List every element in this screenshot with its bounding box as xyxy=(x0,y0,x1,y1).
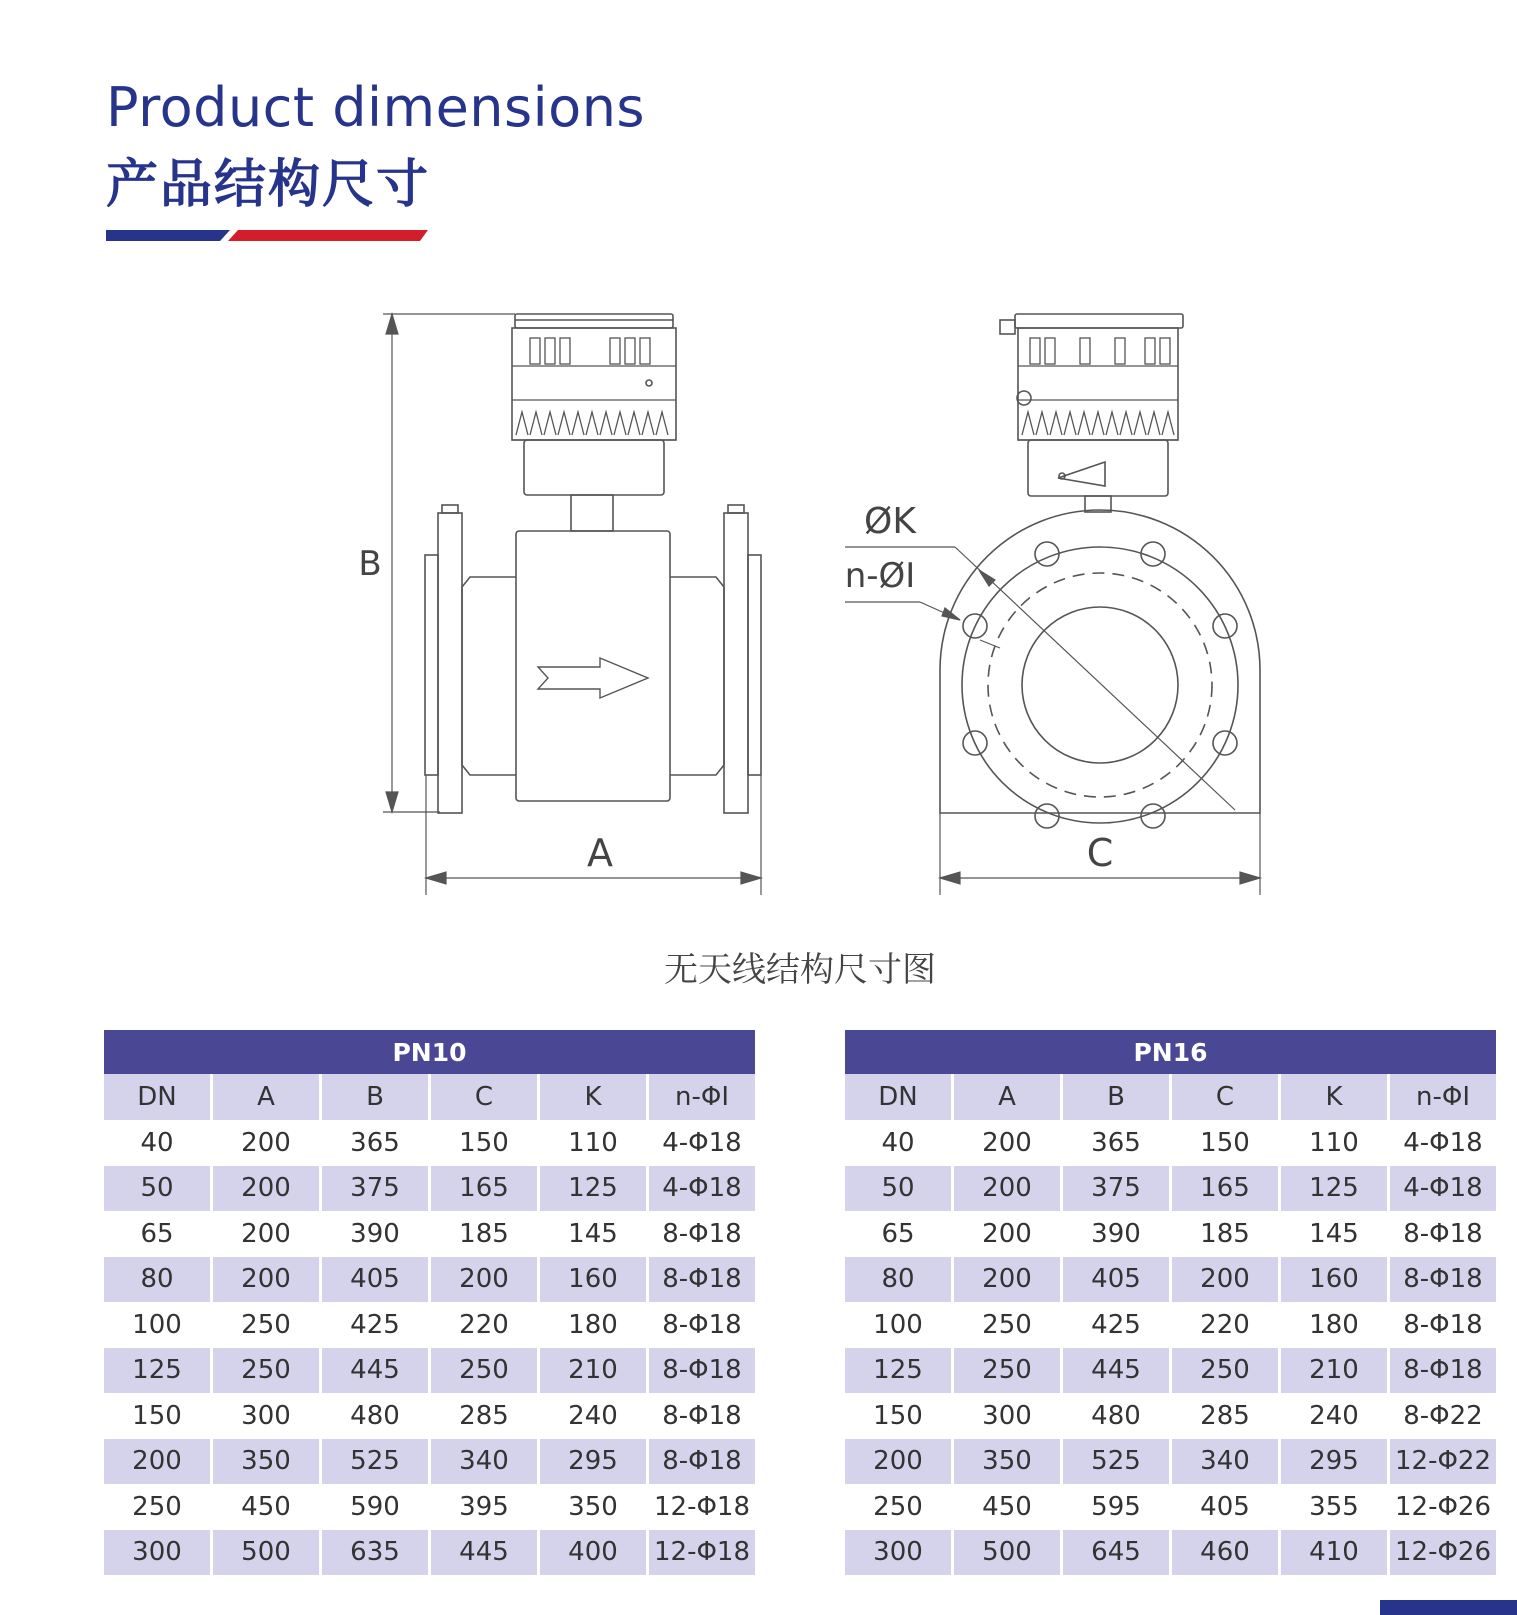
table-row xyxy=(845,1530,1496,1576)
label-c: C xyxy=(1086,831,1114,875)
column-header: C xyxy=(1172,1074,1278,1120)
table-cell: 425 xyxy=(1091,1309,1141,1340)
table-cell: 80 xyxy=(104,1257,210,1303)
table-cell: 125 xyxy=(540,1166,646,1212)
table-cell: 355 xyxy=(1309,1491,1359,1522)
table-cell: 12-Φ18 xyxy=(649,1530,755,1576)
table-cell: 425 xyxy=(350,1309,400,1340)
table-cell: 65 xyxy=(881,1218,915,1249)
title-underline-red xyxy=(228,230,428,241)
table-cell: 250 xyxy=(132,1491,182,1522)
table-cell: 525 xyxy=(322,1439,428,1485)
dimension-drawing xyxy=(0,290,1517,930)
table-cell: 125 xyxy=(845,1348,951,1394)
column-header: K xyxy=(540,1074,646,1120)
column-header: B xyxy=(1063,1074,1169,1120)
table-cell: 300 xyxy=(104,1530,210,1576)
table-cell: 210 xyxy=(540,1348,646,1394)
table-cell: 200 xyxy=(104,1439,210,1485)
table-cell: 450 xyxy=(982,1491,1032,1522)
table-cell: 4-Φ18 xyxy=(1403,1127,1483,1158)
table-cell: 150 xyxy=(1200,1127,1250,1158)
table-row xyxy=(845,1211,1496,1257)
table-cell: 110 xyxy=(568,1127,618,1158)
table-cell: 365 xyxy=(1091,1127,1141,1158)
table-cell: 8-Φ22 xyxy=(1403,1400,1483,1431)
converter-head-side xyxy=(1000,314,1183,512)
page-title-cn: 产品结构尺寸 xyxy=(106,155,431,215)
table-title: PN16 xyxy=(845,1030,1496,1074)
table-cell: 480 xyxy=(350,1400,400,1431)
table-row xyxy=(845,1120,1496,1166)
column-header: n-ΦI xyxy=(649,1074,755,1120)
flange-side xyxy=(940,510,1260,828)
table-cell: 350 xyxy=(954,1439,1060,1485)
table-row xyxy=(104,1439,755,1485)
column-header: n-ΦI xyxy=(1390,1074,1496,1120)
table-cell: 450 xyxy=(241,1491,291,1522)
spec-table-pn16 xyxy=(842,1030,1499,1575)
corner-tab xyxy=(1380,1600,1517,1615)
table-cell: 4-Φ18 xyxy=(1390,1166,1496,1212)
table-cell: 200 xyxy=(982,1218,1032,1249)
table-cell: 340 xyxy=(1172,1439,1278,1485)
table-cell: 220 xyxy=(459,1309,509,1340)
table-cell: 40 xyxy=(881,1127,915,1158)
table-cell: 300 xyxy=(845,1530,951,1576)
table-cell: 65 xyxy=(140,1218,174,1249)
table-cell: 200 xyxy=(1172,1257,1278,1303)
table-cell: 145 xyxy=(1309,1218,1359,1249)
table-row xyxy=(104,1120,755,1166)
table-cell: 350 xyxy=(213,1439,319,1485)
table-cell: 390 xyxy=(1091,1218,1141,1249)
column-header: B xyxy=(322,1074,428,1120)
table-cell: 240 xyxy=(568,1400,618,1431)
table-cell: 110 xyxy=(1309,1127,1359,1158)
table-cell: 150 xyxy=(873,1400,923,1431)
table-cell: 635 xyxy=(322,1530,428,1576)
column-header: DN xyxy=(845,1074,951,1120)
table-cell: 300 xyxy=(982,1400,1032,1431)
table-cell: 145 xyxy=(568,1218,618,1249)
table-cell: 500 xyxy=(213,1530,319,1576)
column-header: A xyxy=(213,1074,319,1120)
table-cell: 150 xyxy=(132,1400,182,1431)
table-row xyxy=(845,1348,1496,1394)
table-cell: 250 xyxy=(431,1348,537,1394)
table-cell: 400 xyxy=(540,1530,646,1576)
table-cell: 200 xyxy=(954,1257,1060,1303)
label-b: B xyxy=(358,544,382,584)
table-cell: 80 xyxy=(845,1257,951,1303)
table-cell: 180 xyxy=(1309,1309,1359,1340)
table-row xyxy=(104,1302,755,1348)
label-ni: n-ØI xyxy=(844,556,916,596)
table-cell: 200 xyxy=(213,1257,319,1303)
table-cell: 285 xyxy=(459,1400,509,1431)
table-cell: 295 xyxy=(1281,1439,1387,1485)
table-cell: 595 xyxy=(1091,1491,1141,1522)
table-cell: 445 xyxy=(322,1348,428,1394)
table-cell: 165 xyxy=(431,1166,537,1212)
table-cell: 12-Φ26 xyxy=(1394,1491,1491,1522)
table-cell: 8-Φ18 xyxy=(1403,1218,1483,1249)
table-cell: 390 xyxy=(350,1218,400,1249)
table-cell: 200 xyxy=(431,1257,537,1303)
table-cell: 50 xyxy=(104,1166,210,1212)
table-cell: 8-Φ18 xyxy=(1390,1257,1496,1303)
table-cell: 375 xyxy=(322,1166,428,1212)
table-cell: 200 xyxy=(241,1218,291,1249)
side-view xyxy=(845,314,1260,895)
table-cell: 480 xyxy=(1091,1400,1141,1431)
table-cell: 100 xyxy=(873,1309,923,1340)
table-cell: 12-Φ26 xyxy=(1390,1530,1496,1576)
column-header: C xyxy=(431,1074,537,1120)
meter-body-front xyxy=(425,505,761,813)
table-cell: 125 xyxy=(1281,1166,1387,1212)
table-cell: 240 xyxy=(1309,1400,1359,1431)
table-cell: 405 xyxy=(322,1257,428,1303)
table-cell: 300 xyxy=(241,1400,291,1431)
table-cell: 445 xyxy=(431,1530,537,1576)
spec-table-pn10 xyxy=(101,1030,758,1575)
table-cell: 295 xyxy=(540,1439,646,1485)
table-cell: 180 xyxy=(568,1309,618,1340)
table-cell: 4-Φ18 xyxy=(662,1127,742,1158)
label-k: ØK xyxy=(864,501,916,542)
table-cell: 4-Φ18 xyxy=(649,1166,755,1212)
column-header: A xyxy=(954,1074,1060,1120)
table-cell: 8-Φ18 xyxy=(662,1218,742,1249)
table-cell: 445 xyxy=(1063,1348,1169,1394)
table-cell: 12-Φ18 xyxy=(653,1491,750,1522)
column-header: DN xyxy=(104,1074,210,1120)
table-row xyxy=(104,1530,755,1576)
table-cell: 525 xyxy=(1063,1439,1169,1485)
flow-arrow-icon xyxy=(538,658,648,698)
table-cell: 8-Φ18 xyxy=(1390,1348,1496,1394)
table-cell: 460 xyxy=(1172,1530,1278,1576)
table-cell: 250 xyxy=(241,1309,291,1340)
label-a: A xyxy=(587,831,613,875)
table-cell: 8-Φ18 xyxy=(662,1309,742,1340)
table-row xyxy=(104,1257,755,1303)
table-cell: 50 xyxy=(845,1166,951,1212)
table-cell: 8-Φ18 xyxy=(649,1348,755,1394)
table-cell: 250 xyxy=(1172,1348,1278,1394)
table-row xyxy=(845,1302,1496,1348)
converter-head-front xyxy=(512,314,676,531)
table-cell: 375 xyxy=(1063,1166,1169,1212)
table-cell: 200 xyxy=(241,1127,291,1158)
table-cell: 365 xyxy=(350,1127,400,1158)
table-cell: 40 xyxy=(140,1127,174,1158)
table-row xyxy=(104,1484,755,1530)
title-underline-blue xyxy=(106,230,230,241)
page-title-en: Product dimensions xyxy=(106,76,646,139)
table-cell: 405 xyxy=(1063,1257,1169,1303)
table-cell: 250 xyxy=(873,1491,923,1522)
dimension-b xyxy=(383,314,515,812)
table-cell: 405 xyxy=(1200,1491,1250,1522)
table-cell: 185 xyxy=(1200,1218,1250,1249)
drawing-caption: 无天线结构尺寸图 xyxy=(664,950,936,990)
table-row xyxy=(845,1257,1496,1303)
table-row xyxy=(845,1484,1496,1530)
table-cell: 350 xyxy=(568,1491,618,1522)
table-row xyxy=(845,1393,1496,1439)
table-cell: 200 xyxy=(954,1166,1060,1212)
table-cell: 150 xyxy=(459,1127,509,1158)
table-cell: 500 xyxy=(954,1530,1060,1576)
table-cell: 160 xyxy=(1281,1257,1387,1303)
table-cell: 250 xyxy=(954,1348,1060,1394)
table-cell: 285 xyxy=(1200,1400,1250,1431)
table-cell: 12-Φ22 xyxy=(1390,1439,1496,1485)
table-cell: 8-Φ18 xyxy=(649,1257,755,1303)
table-cell: 8-Φ18 xyxy=(662,1400,742,1431)
table-cell: 410 xyxy=(1281,1530,1387,1576)
table-cell: 200 xyxy=(982,1127,1032,1158)
table-title: PN10 xyxy=(104,1030,755,1074)
table-row xyxy=(104,1348,755,1394)
table-cell: 125 xyxy=(104,1348,210,1394)
table-cell: 220 xyxy=(1200,1309,1250,1340)
table-cell: 160 xyxy=(540,1257,646,1303)
table-row xyxy=(104,1166,755,1212)
table-row xyxy=(104,1393,755,1439)
table-cell: 100 xyxy=(132,1309,182,1340)
table-cell: 340 xyxy=(431,1439,537,1485)
table-cell: 165 xyxy=(1172,1166,1278,1212)
table-cell: 8-Φ18 xyxy=(1403,1309,1483,1340)
table-cell: 200 xyxy=(845,1439,951,1485)
table-row xyxy=(845,1439,1496,1485)
table-cell: 210 xyxy=(1281,1348,1387,1394)
table-cell: 185 xyxy=(459,1218,509,1249)
table-cell: 250 xyxy=(982,1309,1032,1340)
table-row xyxy=(845,1166,1496,1212)
column-header: K xyxy=(1281,1074,1387,1120)
table-row xyxy=(104,1211,755,1257)
table-cell: 645 xyxy=(1063,1530,1169,1576)
table-cell: 250 xyxy=(213,1348,319,1394)
table-cell: 8-Φ18 xyxy=(649,1439,755,1485)
table-cell: 590 xyxy=(350,1491,400,1522)
front-view xyxy=(358,314,761,895)
table-cell: 395 xyxy=(459,1491,509,1522)
table-cell: 200 xyxy=(213,1166,319,1212)
